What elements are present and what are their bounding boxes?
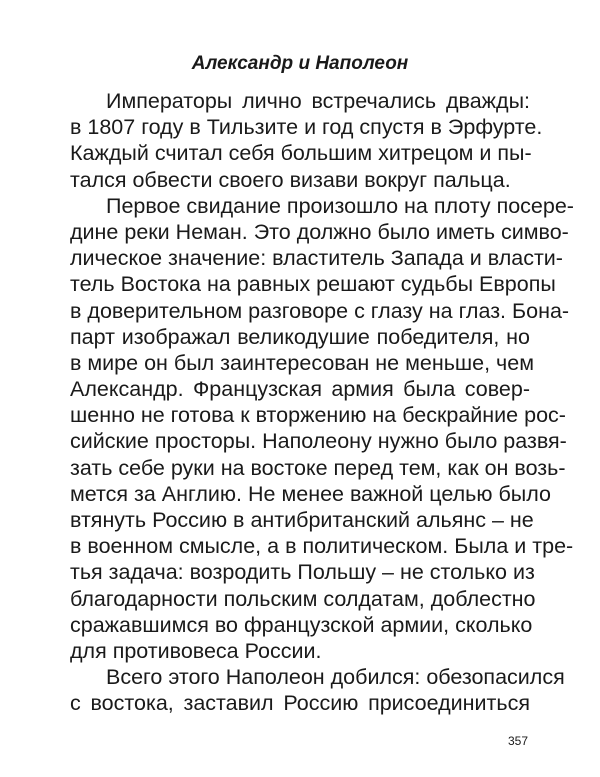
text-line: шенно не готова к вторжению на бескрайние рос- bbox=[70, 403, 566, 428]
text-line: в доверительном разговоре с глазу на глаз. Бона- bbox=[70, 298, 570, 323]
paragraph bbox=[70, 664, 565, 716]
text-line: в 1807 году в Тильзите и год спустя в Эрфурте. bbox=[70, 115, 543, 140]
text-line: для противовеса России. bbox=[70, 638, 322, 663]
text-line: парт изображал великодушие победителя, но bbox=[70, 324, 530, 349]
text-line: тель Востока на равных решают судьбы Европы bbox=[70, 272, 556, 297]
text-line: Каждый считал себя большим хитрецом и пы- bbox=[70, 141, 532, 166]
text-line: Первое свидание произошло на плоту посере- bbox=[106, 193, 574, 218]
text-line: в мире он был заинтересован не меньше, чем bbox=[70, 350, 534, 375]
text-line: зать себе руки на востоке перед тем, как он возь- bbox=[70, 455, 566, 480]
paragraph bbox=[70, 88, 543, 193]
text-line: в военном смысле, а в политическом. Была и тре- bbox=[70, 534, 574, 559]
paragraph bbox=[70, 193, 574, 664]
text-line: лическое значение: властитель Запада и власти- bbox=[70, 246, 563, 271]
text-line: Александр. Французская армия была совер- bbox=[70, 377, 530, 402]
text-line: с востока, заставил Россию присоединиться bbox=[70, 691, 530, 716]
text-line: мется за Англию. Не менее важной целью было bbox=[70, 481, 551, 506]
text-line: дине реки Неман. Это должно было иметь симво- bbox=[70, 219, 569, 244]
text-line: благодарности польским солдатам, доблестно bbox=[70, 586, 536, 611]
text-line: Всего этого Наполеон добился: обезопасился bbox=[106, 665, 565, 690]
text-line: тался обвести своего визави вокруг пальца. bbox=[70, 167, 511, 192]
text-line: сражавшимся во французской армии, сколько bbox=[70, 612, 533, 637]
text-line: тья задача: возродить Польшу – не столько из bbox=[70, 560, 535, 585]
chapter-title: Александр и Наполеон bbox=[191, 53, 409, 74]
page-number: 357 bbox=[507, 734, 528, 748]
text-line: втянуть Россию в антибританский альянс – не bbox=[70, 508, 534, 532]
text-line: сийские просторы. Наполеону нужно было развя- bbox=[70, 429, 567, 454]
body-text bbox=[70, 88, 574, 717]
text-line: Императоры лично встречались дважды: bbox=[106, 89, 530, 113]
